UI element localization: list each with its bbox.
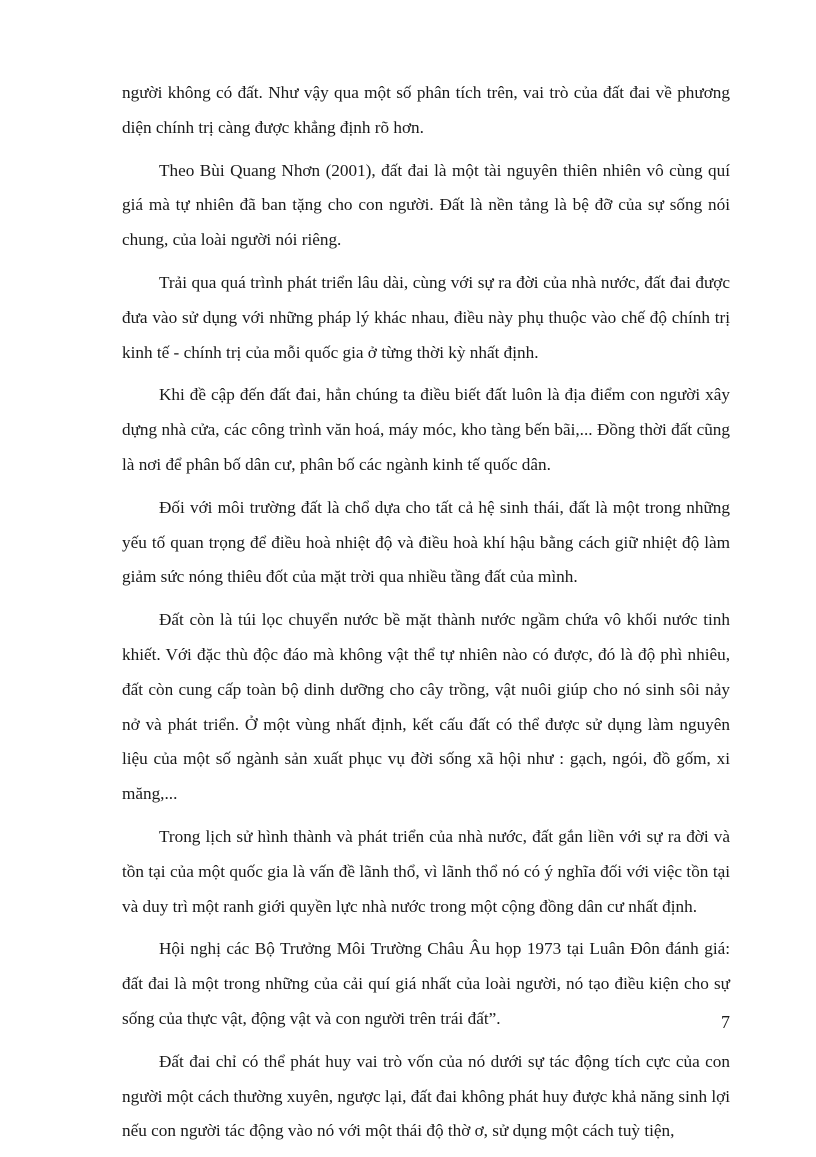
paragraph-7: Trong lịch sử hình thành và phát triển của nhà nước, đất gắn liền với sự ra đời và tồn tại của một quốc gia là vấn đề lãnh thổ, vì lãnh thổ nó có ý nghĩa đối với việc tồn tại và duy trì một ranh giới quyền lực nhà nước trong một cộng đồng dân cư nhất định.: [122, 826, 730, 916]
paragraph-1: người không có đất. Như vậy qua một số phân tích trên, vai trò của đất đai về phương diện chính trị càng được khẳng định rõ hơn.: [122, 83, 730, 137]
paragraph-8: Hội nghị các Bộ Trưởng Môi Trường Châu Âu họp 1973 tại Luân Đôn đánh giá: đất đai là một trong những của cải quí giá nhất của loài người, nó tạo điều kiện cho sự sống của thực vật, động vật và con người trên trái đất”.: [122, 939, 730, 1028]
paragraph-2: Theo Bùi Quang Nhơn (2001), đất đai là một tài nguyên thiên nhiên vô cùng quí giá mà tự nhiên đã ban tặng cho con người. Đất là nền tảng là bệ đỡ của sự sống nói chung, của loài người nói riêng.: [122, 160, 730, 250]
body-text: [122, 76, 730, 1157]
page-number: 7: [721, 1012, 730, 1032]
paragraph-3: Trải qua quá trình phát triển lâu dài, cùng với sự ra đời của nhà nước, đất đai được đưa vào sử dụng với những pháp lý khác nhau, điều này phụ thuộc vào chế độ chính trị kinh tế - chính trị của mỗi quốc gia ở từng thời kỳ nhất định.: [122, 272, 730, 362]
paragraph-6: Đất còn là túi lọc chuyển nước bề mặt thành nước ngầm chứa vô khối nước tinh khiết. Với đặc thù độc đáo mà không vật thể tự nhiên nào có được, đó là độ phì nhiêu, đất còn cung cấp toàn bộ dinh dưỡng cho cây trồng, vật nuôi giúp cho nó sinh sôi nảy nở và phát triển. Ở một vùng nhất định, kết cấu đất có thể được sử dụng làm nguyên liệu của một số ngành sản xuất phục vụ đời sống xã hội như : gạch, ngói, đồ gốm, xi măng,...: [122, 610, 730, 804]
paragraph-5: Đối với môi trường đất là chổ dựa cho tất cả hệ sinh thái, đất là một trong những yếu tố quan trọng để điều hoà nhiệt độ và điều hoà khí hậu bằng cách giữ nhiệt độ làm giảm sức nóng thiêu đốt của mặt trời qua nhiều tầng đất của mình.: [122, 497, 730, 587]
paragraph-9: Đất đai chỉ có thể phát huy vai trò vốn của nó dưới sự tác động tích cực của con người một cách thường xuyên, ngược lại, đất đai không phát huy được khả năng sinh lợi nếu con người tác động vào nó với một thái độ thờ ơ, sử dụng một cách tuỳ tiện,: [122, 1051, 730, 1141]
paragraph-4: Khi đề cập đến đất đai, hẳn chúng ta điều biết đất luôn là địa điểm con người xây dựng nhà cửa, các công trình văn hoá, máy móc, kho tàng bến bãi,... Đồng thời đất cũng là nơi để phân bố dân cư, phân bố các ngành kinh tế quốc dân.: [122, 385, 730, 474]
